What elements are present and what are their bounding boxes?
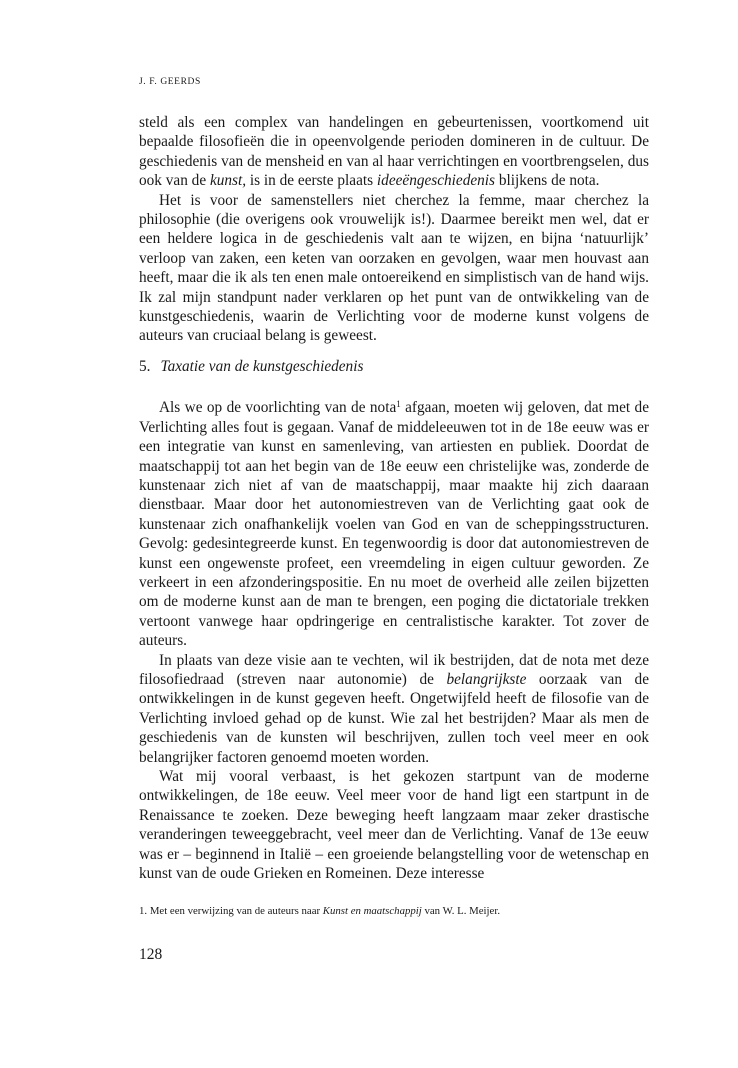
text-run: oorzaak van de ontwikkelingen in de kunst gegeven heeft. Ongetwijfeld heeft de filosofie van de Verlichting invloed gehad op de kunst. Wie zal het bestrijden? Maar als men de geschiedenis van de kunsten wil beschrijven, zullen toch veel meer en ook belangrijker factoren genoemd moeten worden. <box>139 670 649 766</box>
text-run: In plaats van deze visie aan te vechten, wil ik bestrijden, dat de nota met deze filosofiedraad (streven naar autonomie) de <box>139 651 649 688</box>
emphasis: kunst, <box>209 172 247 190</box>
section-heading <box>139 357 649 376</box>
text-run: Als we op de voorlichting van de nota <box>159 399 397 417</box>
text-run: is in de eerste plaats <box>246 172 377 190</box>
paragraph <box>139 398 649 650</box>
footnote-reference[interactable]: 1 <box>396 399 401 410</box>
paragraph: Wat mij vooral verbaast, is het gekozen startpunt van de moderne ontwikkelingen, de 18e eeuw. Veel meer voor de hand ligt een startpunt in de Renaissance te zoeken. Deze beweging heeft langzaam maar zeker drastische veranderingen teweeggebracht, veel meer dan de Verlichting. Vanaf de 13e eeuw was er – beginnend in Italië – een groeiende belangstelling voor de wetenschap en kunst van de oude Grieken en Romeinen. Deze interesse <box>139 768 649 883</box>
section-title: Taxatie van de kunstgeschiedenis <box>160 357 364 375</box>
footnote-marker: 1. <box>139 905 148 917</box>
body-text <box>139 113 649 883</box>
text-run: blijkens de nota. <box>495 172 600 190</box>
paragraph <box>139 113 649 191</box>
running-head: J. F. GEERDS <box>139 77 201 87</box>
text-run: afgaan, moeten wij geloven, dat met de Verlichting alles fout is gegaan. Vanaf de middeleeuwen tot in de 18e eeuw was er een integratie van kunst en samenleving, van artiesten en publiek. Doordat de maatschappij tot aan het begin van de 18e eeuw een christelijke was, zonderde de kunstenaar zich niet af van de maatschappij, maar maakte hij zich daaraan dienstbaar. Maar door het autonomiestreven van de Verlichting gaat ook de kunstenaar zich onafhankelijk voelen van God en van de scheppingsstructuren. Gevolg: gedesintegreerde kunst. En tegenwoordig is door dat autonomiestreven de kunst een ongewenste profeet, een vreemdeling in eigen cultuur geworden. Ze verkeert in een afzonderingspositie. En nu moet de overheid alle zeilen bijzetten om de moderne kunst aan de man te brengen, een poging die dictatoriale trekken vertoont vanwege haar opdringerige en centralistische karakter. Tot zover de auteurs. <box>139 399 649 650</box>
text-run: van W. L. Meijer. <box>421 905 501 917</box>
text-run: steld als een complex van handelingen en gebeurtenissen, voortkomend uit bepaalde filosofieën die in opeenvolgende perioden domineren in de cultuur. De geschiedenis van de mensheid en van al haar verrichtingen en voortbrengselen, dus ook van de <box>139 114 649 190</box>
paragraph <box>139 651 649 767</box>
page-number: 128 <box>139 946 163 963</box>
emphasis: belangrijkste <box>446 670 527 688</box>
text-run: Met een verwijzing van de auteurs naar <box>149 905 323 917</box>
paragraph: Het is voor de samenstellers niet cherchez la femme, maar cherchez la philosophie (die overigens ook vrouwelijk is!). Daarmee bereikt men wel, dat er een heldere logica in de geschiedenis valt aan te wijzen, en bijna ‘natuurlijk’ verloop van zaken, een keten van oorzaken en gevolgen, waar men houvast aan heeft, maar die ik als ten enen male ontoereikend en simplistisch van de hand wijs. Ik zal mijn standpunt nader verklaren op het punt van de ontwikkeling van de kunstgeschiedenis, waarin de Verlichting voor de moderne kunst volgens de auteurs van cruciaal belang is geweest. <box>139 191 649 345</box>
emphasis: ideeëngeschiedenis <box>376 172 495 190</box>
footnote <box>139 905 659 917</box>
emphasis: Kunst en maatschappij <box>322 905 422 917</box>
section-number: 5. <box>139 357 151 375</box>
